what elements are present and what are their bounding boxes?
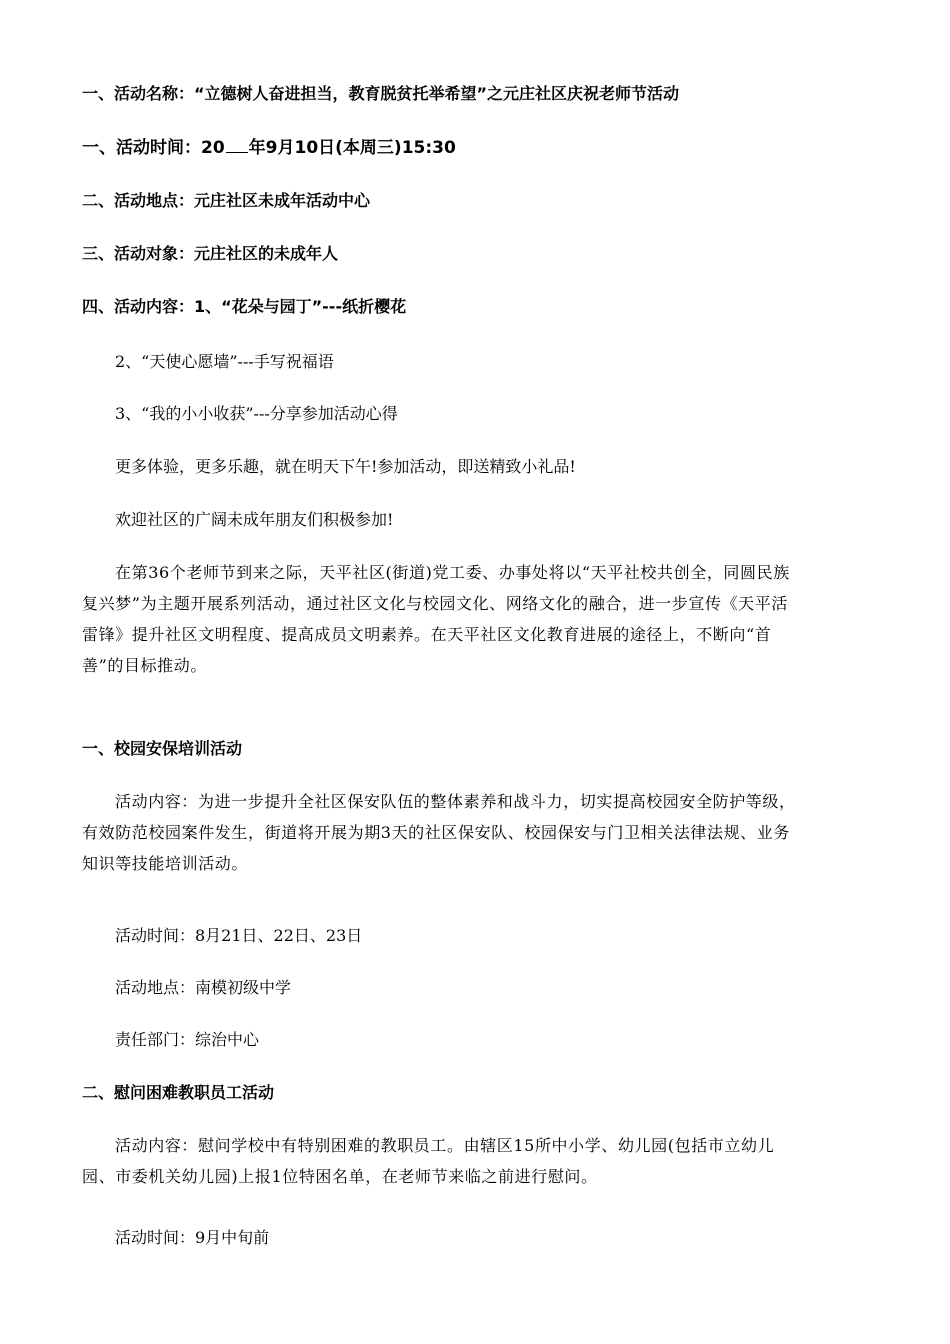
section-1-heading: 一、校园安保培训活动 bbox=[82, 739, 243, 758]
activity-name-heading: 一、活动名称：“立德树人奋进担当，教育脱贫托举希望”之元庄社区庆祝老师节活动 bbox=[82, 84, 680, 103]
section-1-content bbox=[82, 786, 872, 879]
section-1-time: 活动时间：8月21日、22日、23日 bbox=[115, 926, 363, 945]
activity-time-suffix: 年9月10日(本周三)15:30 bbox=[248, 138, 456, 158]
activity-content-heading: 四、活动内容：1、“花朵与园丁”---纸折樱花 bbox=[82, 297, 407, 316]
promo-text: 更多体验，更多乐趣，就在明天下午!参加活动，即送精致小礼品! bbox=[115, 457, 576, 476]
section-2-time: 活动时间：9月中旬前 bbox=[115, 1228, 270, 1247]
content-item-3: 3、“我的小小收获”---分享参加活动心得 bbox=[115, 404, 398, 423]
activity-time-heading bbox=[82, 138, 456, 157]
intro-line: 善”的目标推动。 bbox=[82, 656, 207, 675]
section-2-content bbox=[82, 1130, 872, 1192]
activity-place-heading: 二、活动地点：元庄社区未成年活动中心 bbox=[82, 191, 371, 210]
section-2-content-line: 活动内容：慰问学校中有特别困难的教职员工。由辖区15所中小学、幼儿园(包括市立幼儿 bbox=[115, 1136, 775, 1155]
intro-line: 在第36个老师节到来之际，天平社区(街道)党工委、办事处将以“天平社校共创全，同圆民族 bbox=[115, 563, 790, 582]
section-2-content-line: 园、市委机关幼儿园)上报1位特困名单，在老师节来临之前进行慰问。 bbox=[82, 1167, 598, 1186]
welcome-text: 欢迎社区的广阔未成年朋友们积极参加! bbox=[115, 510, 394, 529]
intro-paragraph bbox=[82, 557, 872, 681]
section-1-content-line: 知识等技能培训活动。 bbox=[82, 854, 249, 873]
activity-target-heading: 三、活动对象：元庄社区的未成年人 bbox=[82, 244, 339, 263]
section-1-place: 活动地点：南模初级中学 bbox=[115, 978, 292, 997]
intro-line: 复兴梦”为主题开展系列活动，通过社区文化与校园文化、网络文化的融合，进一步宣传《天平活 bbox=[82, 594, 788, 613]
section-2-heading: 二、慰问困难教职员工活动 bbox=[82, 1083, 275, 1102]
section-1-content-line: 有效防范校园案件发生，街道将开展为期3天的社区保安队、校园保安与门卫相关法律法规、业务 bbox=[82, 823, 790, 842]
section-1-dept: 责任部门：综治中心 bbox=[115, 1030, 260, 1049]
activity-time-prefix: 一、活动时间：20 bbox=[82, 138, 225, 158]
intro-line: 雷锋》提升社区文明程度、提高成员文明素养。在天平社区文化教育进展的途径上，不断向“首 bbox=[82, 625, 772, 644]
blank-underline bbox=[226, 138, 248, 153]
content-item-2: 2、“天使心愿墙”---手写祝福语 bbox=[115, 352, 334, 371]
section-1-content-line: 活动内容：为进一步提升全社区保安队伍的整体素养和战斗力，切实提高校园安全防护等级， bbox=[115, 792, 796, 811]
